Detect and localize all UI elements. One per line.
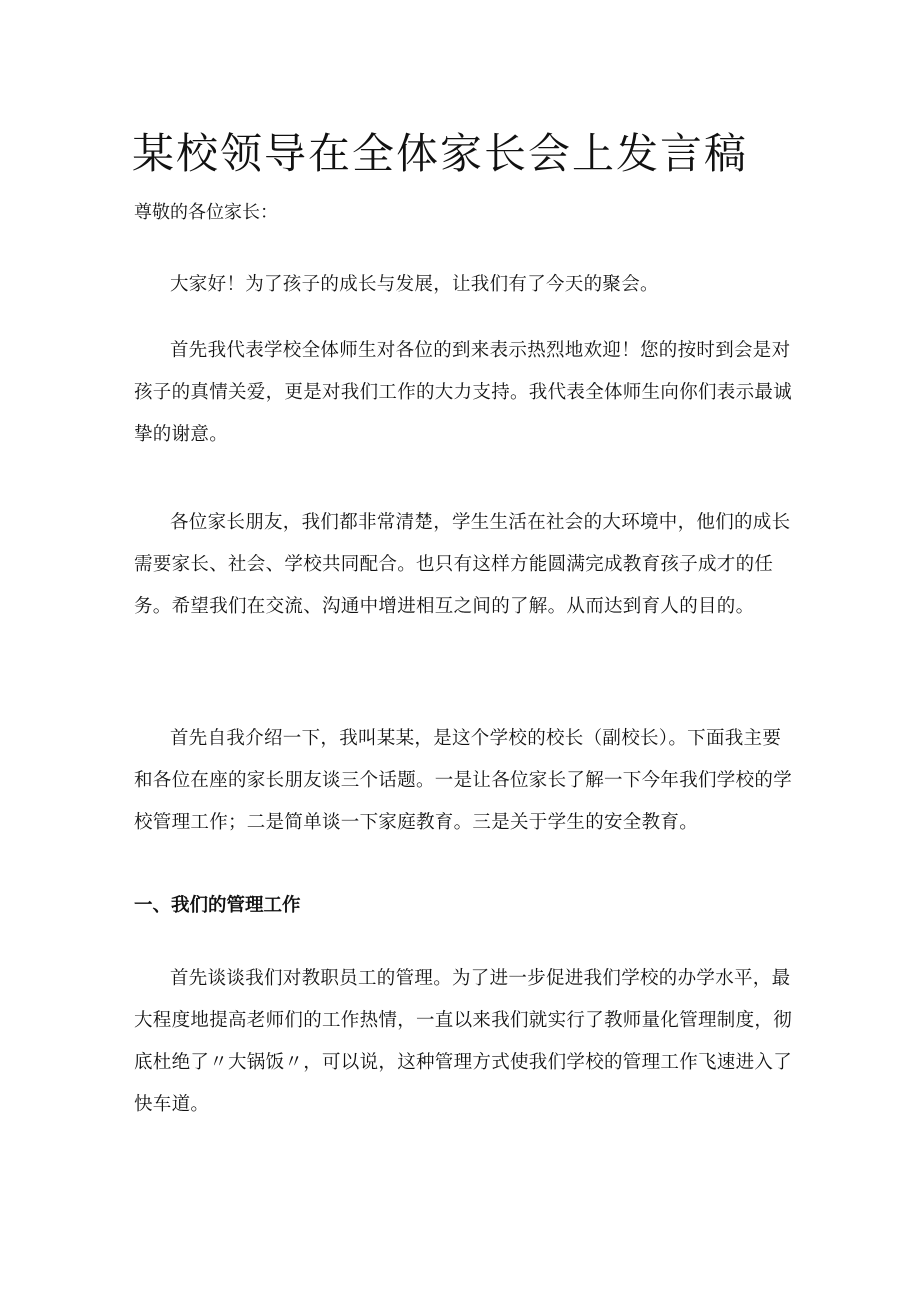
section-heading: 一、我们的管理工作 bbox=[134, 895, 301, 916]
paragraph-introduction: 首先自我介绍一下，我叫某某，是这个学校的校长（副校长）。下面我主要和各位在座的家长朋友谈三个话题。一是让各位家长了解一下今年我们学校的学校管理工作；二是简单谈一下家庭教育。三是关于学生的安全教育。 bbox=[134, 728, 793, 833]
document-title: 某校领导在全体家长会上发言稿 bbox=[132, 129, 749, 178]
paragraph-greeting: 大家好！为了孩子的成长与发展，让我们有了今天的聚会。 bbox=[170, 274, 659, 295]
paragraph-staff-management: 首先谈谈我们对教职员工的管理。为了进一步促进我们学校的办学水平，最大程度地提高老师们的工作热情，一直以来我们就实行了教师量化管理制度，彻底杜绝了〃大锅饭〃，可以说，这种管理方式使我们学校的管理工作飞速进入了快车道。 bbox=[134, 968, 793, 1115]
salutation: 尊敬的各位家长： bbox=[134, 202, 278, 223]
paragraph-welcome: 首先我代表学校全体师生对各位的到来表示热烈地欢迎！您的按时到会是对孩子的真情关爱，更是对我们工作的大力支持。我代表全体师生向你们表示最诚挚的谢意。 bbox=[134, 340, 793, 445]
paragraph-cooperation: 各位家长朋友，我们都非常清楚，学生生活在社会的大环境中，他们的成长需要家长、社会、学校共同配合。也只有这样方能圆满完成教育孩子成才的任务。希望我们在交流、沟通中增进相互之间的了解。从而达到育人的目的。 bbox=[134, 512, 791, 617]
